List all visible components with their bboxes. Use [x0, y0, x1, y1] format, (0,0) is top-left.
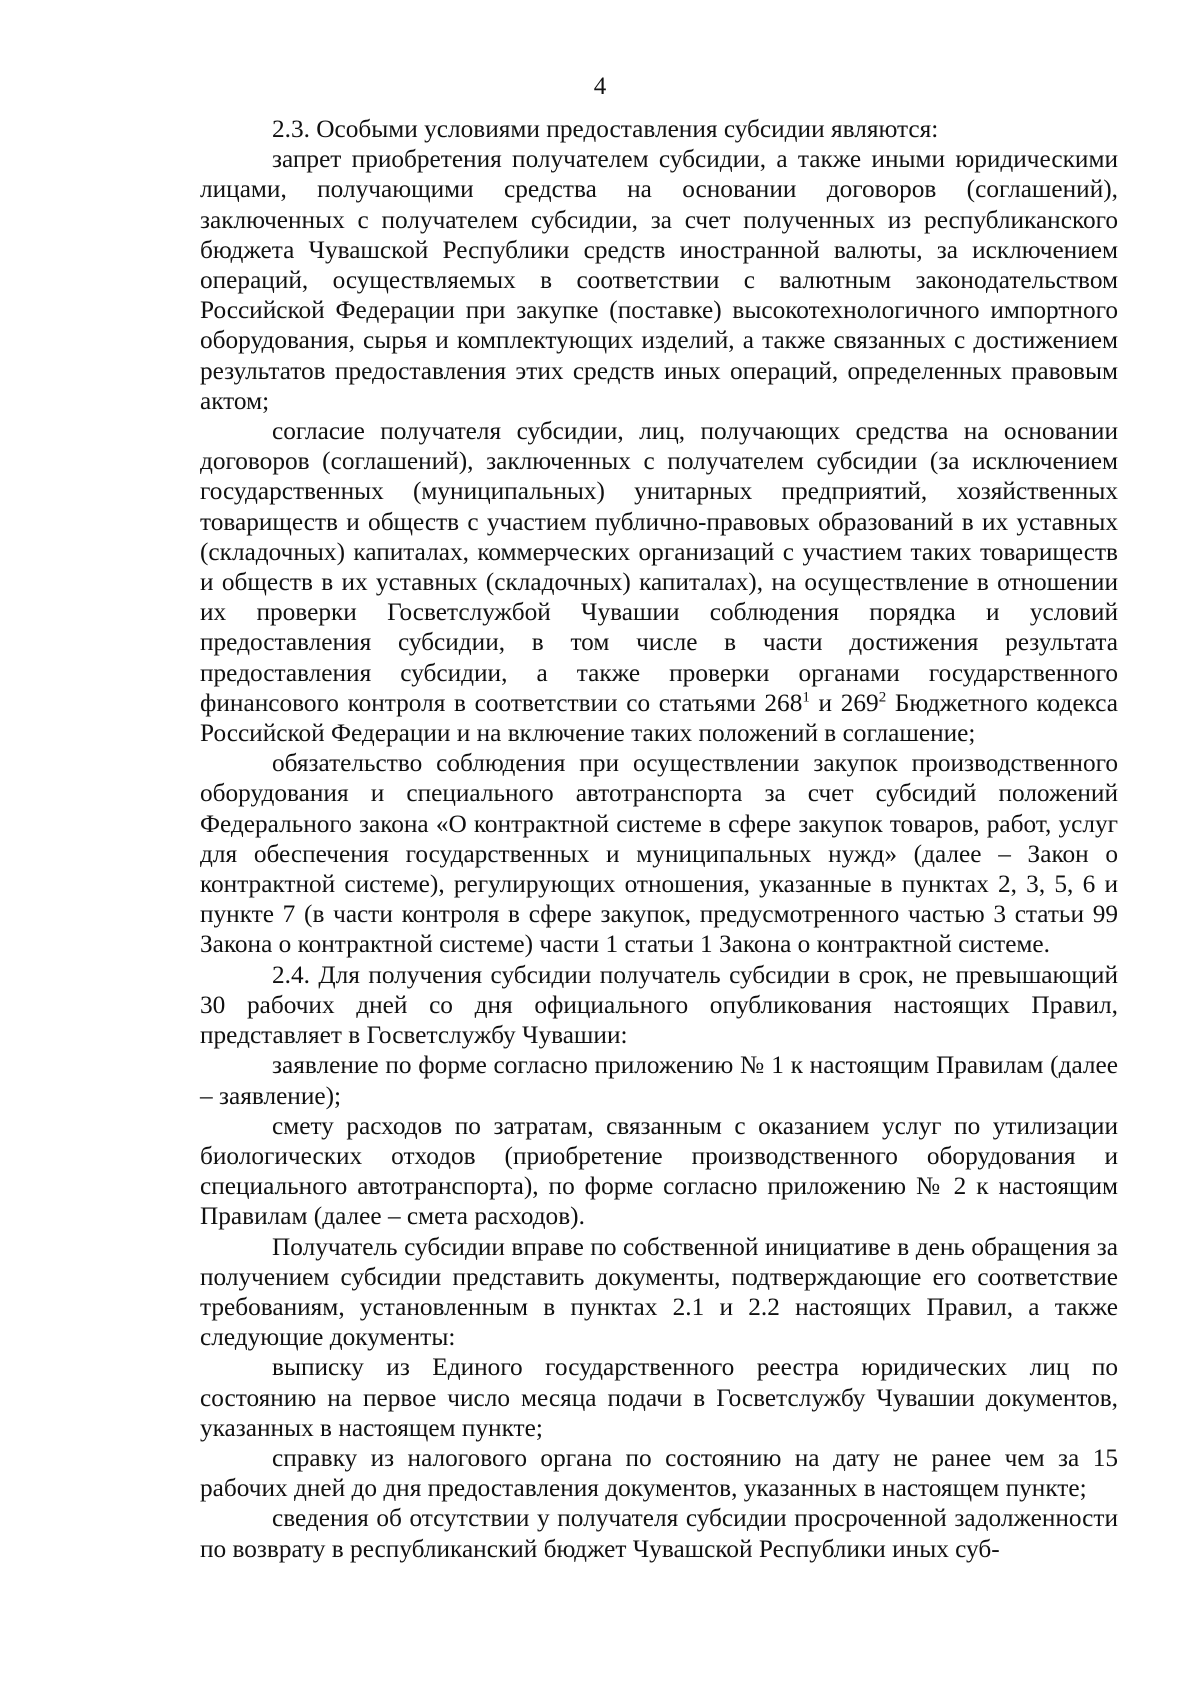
paragraph-application: заявление по форме согласно приложению № 1 к настоящим Правилам (далее – заявление);: [200, 1051, 1118, 1110]
paragraph-2-4-heading: 2.4. Для получения субсидии получатель субсидии в срок, не превышающий 30 рабочих дней со дня официального опубликования настоящих Правил, представляет в Госветслужбу Чувашии:: [200, 960, 1118, 1050]
paragraph-own-initiative: Получатель субсидии вправе по собственной инициативе в день обращения за получением субсидии представить документы, подтверждающие его соответствие требованиям, установленным в пунктах 2.1 и 2.2 настоящих Правил, а также следующие документы:: [200, 1232, 1118, 1352]
paragraph-2-3-heading: 2.3. Особыми условиями предоставления субсидии являются:: [272, 115, 939, 143]
superscript-article-269: 2: [878, 689, 887, 706]
superscript-article-268: 1: [802, 689, 810, 706]
paragraph-currency-ban: запрет приобретения получателем субсидии, а также иными юридическими лицами, получающими средства на основании договоров (соглашений), заключенных с получателем субсидии, за счет полученных из республиканского бюджета Чувашской Республики средств иностранной валюты, за исключением операций, осуществляемых в соответствии с валютным законодательством Российской Федерации при закупке (поставке) высокотехнологичного импортного оборудования, сырья и комплектующих изделий, а также связанных с достижением результатов предоставления этих средств иных операций, определенных правовым актом;: [200, 145, 1118, 415]
paragraph-tax-certificate: справку из налогового органа по состоянию на дату не ранее чем за 15 рабочих дней до дня предоставления документов, указанных в настоящем пункте;: [200, 1443, 1118, 1503]
paragraph-procurement-obligation: обязательство соблюдения при осуществлении закупок производственного оборудования и специального автотранспорта за счет субсидий положений Федерального закона «О контрактной системе в сфере закупок товаров, работ, услуг для обеспечения государственных и муниципальных нужд» (далее – Закон о контрактной системе), регулирующих отношения, указанные в пунктах 2, 3, 5, 6 и пункте 7 (в части контроля в сфере закупок, предусмотренного частью 3 статьи 99 Закона о контрактной системе) части 1 статьи 1 Закона о контрактной системе.: [200, 749, 1118, 959]
paragraph-registry-extract: выписку из Единого государственного реестра юридических лиц по состоянию на первое число месяца подачи в Госветслужбу Чувашии документов, указанных в настоящем пункте;: [200, 1353, 1118, 1442]
page-number: 4: [593, 73, 607, 100]
paragraph-debt-info: сведения об отсутствии у получателя субсидии просроченной задолженности по возврату в республиканский бюджет Чувашской Республики иных суб-: [200, 1504, 1118, 1563]
paragraph-cost-estimate: смету расходов по затратам, связанным с оказанием услуг по утилизации биологических отходов (приобретение производственного оборудования и специального автотранспорта), по форме согласно приложению № 2 к настоящим Правилам (далее – смета расходов).: [200, 1111, 1118, 1231]
paragraph-audit-consent: [200, 416, 1118, 748]
audit-consent-text-part-1: согласие получателя субсидии, лиц, получающих средства на основании договоров (соглашений), заключенных с получателем субсидии (за исключением государственных (муниципальных) унитарных предприятий, хозяйственных товариществ и обществ с участием публично-правовых образований в их уставных (складочных) капиталах, коммерческих организаций с участием таких товариществ и обществ в их уставных (складочных) капиталах), на осуществление в отношении их проверки Госветслужбой Чувашии соблюдения порядка и условий предоставления субсидии, в том числе в части достижения результата предоставления субсидии, а также проверки органами государственного финансового контроля в соответствии со статьями 268: [200, 417, 1118, 717]
document-body: [200, 114, 1118, 1564]
audit-consent-text-part-2: и 269: [809, 688, 879, 717]
audit-consent-text-part-3: Бюджетного кодекса Российской Федерации и на включение таких положений в соглашение;: [200, 688, 1118, 748]
